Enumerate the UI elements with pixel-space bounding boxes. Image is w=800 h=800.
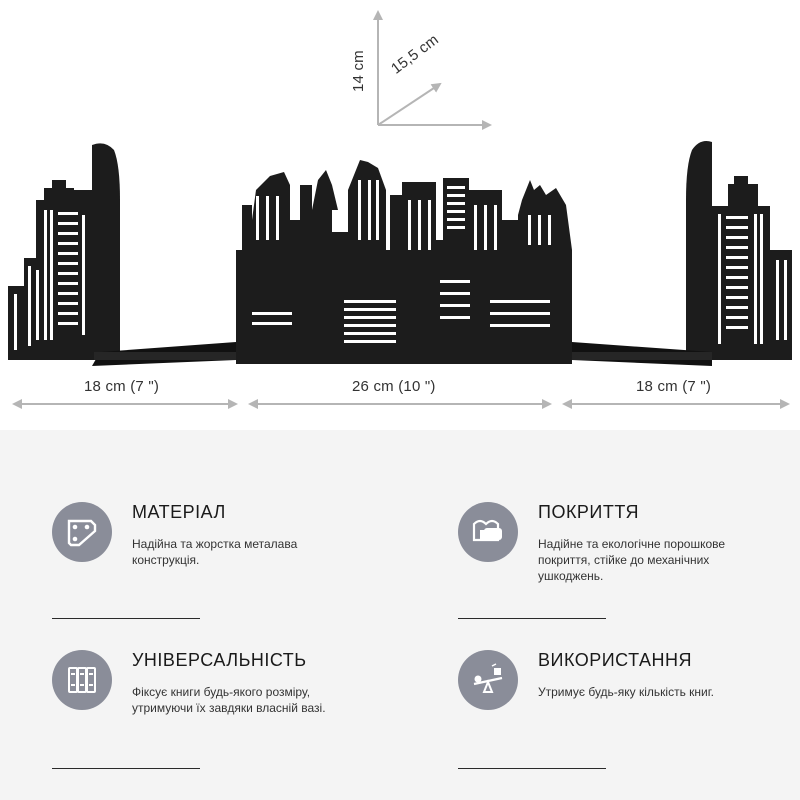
left-bookend xyxy=(8,143,236,366)
divider xyxy=(52,768,200,769)
divider xyxy=(52,618,200,619)
center-width-label: 26 cm (10 ") xyxy=(352,378,436,395)
coating-hand-icon xyxy=(458,502,518,562)
feature-title: УНІВЕРСАЛЬНІСТЬ xyxy=(132,650,307,670)
center-skyline xyxy=(236,160,572,364)
feature-title: ПОКРИТТЯ xyxy=(538,502,639,522)
balance-seesaw-icon xyxy=(458,650,518,710)
depth-label: 15,5 cm xyxy=(388,31,442,78)
feature-title: МАТЕРІАЛ xyxy=(132,502,226,522)
divider xyxy=(458,618,606,619)
books-icon xyxy=(52,650,112,710)
right-bookend xyxy=(572,141,792,366)
feature-universality xyxy=(52,650,382,740)
right-width-label: 18 cm (7 ") xyxy=(636,378,712,395)
feature-description: Надійна та жорстка металава конструкція. xyxy=(132,537,298,567)
feature-description: Фіксує книги будь-якого розміру, утримуючи їх завдяки власній вазі. xyxy=(132,685,326,715)
feature-title: ВИКОРИСТАННЯ xyxy=(538,650,692,670)
features-panel xyxy=(0,430,800,800)
feature-usage xyxy=(458,650,788,740)
feature-material xyxy=(52,502,382,592)
feature-description: Надійне та екологічне порошкове покриття, стійке до механічних ушкоджень. xyxy=(538,537,726,583)
metal-plate-icon xyxy=(52,502,112,562)
left-width-label: 18 cm (7 ") xyxy=(84,378,160,395)
feature-description: Утримує будь-яку кількість книг. xyxy=(538,685,715,699)
divider xyxy=(458,768,606,769)
height-label: 14 cm xyxy=(350,50,367,92)
feature-coating xyxy=(458,502,788,592)
